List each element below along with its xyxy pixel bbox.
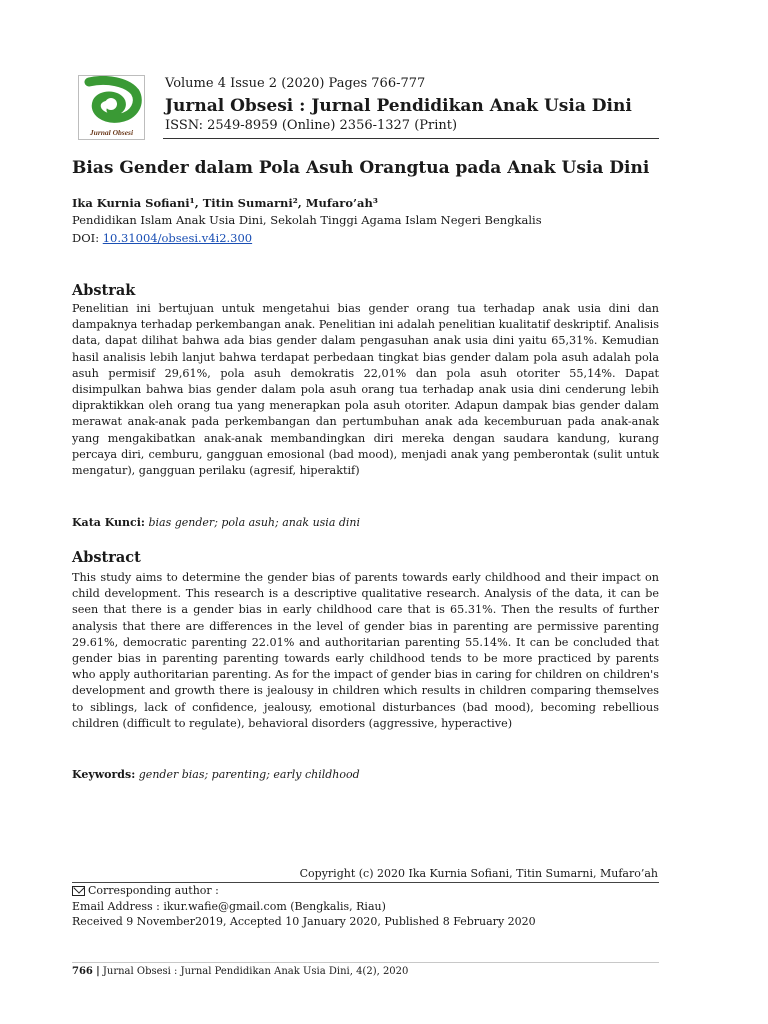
page-footer [72, 966, 408, 977]
abstract-text: This study aims to determine the gender bias of parents towards early childhood and their impact on child development. This research is a descriptive qualitative research. Analysis of the data, it can be seen that there is a gender bias in early childhood care that is 65.31%. Then the results of further analysis that there are differences in the level of gender bias in parenting are permissive parenting 29.61%, democratic parenting 22.01% and authoritarian parenting 55.14%. It can be concluded that gender bias in parenting parenting towards early childhood tends to be more practiced by parents who apply authoritarian parenting. As for the impact of gender bias in caring for children on children's development and growth there is jealousy in children which results in children comparing themselves to siblings, lack of confidence, jealousy, emotional disturbances (bad mood), becoming rebellious children (difficult to regulate), behavioral disorders (aggressive, hyperactive) [72, 571, 659, 730]
copyright-notice: Copyright (c) 2020 Ika Kurnia Sofiani, Titin Sumarni, Mufaro’ah [299, 867, 658, 880]
journal-name: Jurnal Obsesi : Jurnal Pendidikan Anak Usia Dini [165, 96, 632, 116]
kata-kunci-label: Kata Kunci: [72, 516, 145, 529]
envelope-icon [72, 886, 85, 896]
page-number: 766 [72, 966, 93, 977]
received-dates: Received 9 November2019, Accepted 10 January 2020, Published 8 February 2020 [72, 915, 536, 928]
article-title: Bias Gender dalam Pola Asuh Orangtua pada Anak Usia Dini [72, 158, 650, 178]
footer-separator: | [96, 966, 100, 977]
abstract-heading: Abstract [72, 549, 141, 566]
keywords-line [72, 768, 360, 781]
keywords-label: Keywords: [72, 768, 136, 781]
volume-line: Volume 4 Issue 2 (2020) Pages 766-777 [165, 76, 426, 91]
keywords-values: gender bias; parenting; early childhood [138, 768, 360, 781]
journal-logo [78, 75, 145, 140]
footer-citation: Jurnal Obsesi : Jurnal Pendidikan Anak Usia Dini, 4(2), 2020 [102, 966, 409, 977]
issn-line: ISSN: 2549-8959 (Online) 2356-1327 (Print) [165, 118, 458, 133]
doi-label: DOI: [72, 231, 103, 245]
kata-kunci-values: bias gender; pola asuh; anak usia dini [148, 516, 361, 529]
footnote-divider [72, 882, 659, 883]
corresponding-label: Corresponding author : [88, 884, 219, 897]
affiliation: Pendidikan Islam Anak Usia Dini, Sekolah Tinggi Agama Islam Negeri Bengkalis [72, 213, 542, 227]
page-footer-divider [72, 962, 659, 963]
abstrak-heading: Abstrak [72, 282, 136, 299]
header-divider [163, 138, 659, 139]
abstrak-text: Penelitian ini bertujuan untuk mengetahui bias gender orang tua terhadap anak usia dini dan dampaknya terhadap perkembangan anak. Penelitian ini adalah penelitian kualitatif deskriptif. Analisis data, dapat dilihat bahwa ada bias gender dalam pengasuhan anak usia dini yaitu 65,31%. Kemudian hasil analisis lebih lanjut bahwa terdapat perbedaan tingkat bias gender dalam pola asuh adalah pola asuh permisif 29,61%, pola asuh demokratis 22,01% dan pola asuh otoriter 55,14%. Dapat disimpulkan bahwa bias gender dalam pola asuh orang tua terhadap anak usia dini cenderung lebih dipraktikkan oleh orang tua yang menerapkan pola asuh otoriter. Adapun dampak bias gender dalam merawat anak-anak pada perkembangan dan pertumbuhan anak ada kecemburuan pada anak-anak yang mengakibatkan anak-anak membandingkan diri mereka dengan saudara kandung, kurang percaya diri, cemburu, gangguan emosional (bad mood), menjadi anak yang pemberontak (sulit untuk mengatur), gangguan perilaku (agresif, hiperaktif) [72, 302, 659, 478]
doi-line [72, 231, 252, 245]
author-list: Ika Kurnia Sofiani¹, Titin Sumarni², Mufaro’ah³ [72, 196, 378, 210]
kata-kunci-line [72, 516, 360, 529]
email-address: Email Address : ikur.wafie@gmail.com (Bengkalis, Riau) [72, 900, 386, 913]
doi-link[interactable]: 10.31004/obsesi.v4i2.300 [102, 231, 253, 245]
jurnal-obsesi-logo-icon [79, 76, 144, 128]
logo-caption: Jurnal Obsesi [89, 128, 134, 137]
corresponding-author [72, 884, 219, 897]
